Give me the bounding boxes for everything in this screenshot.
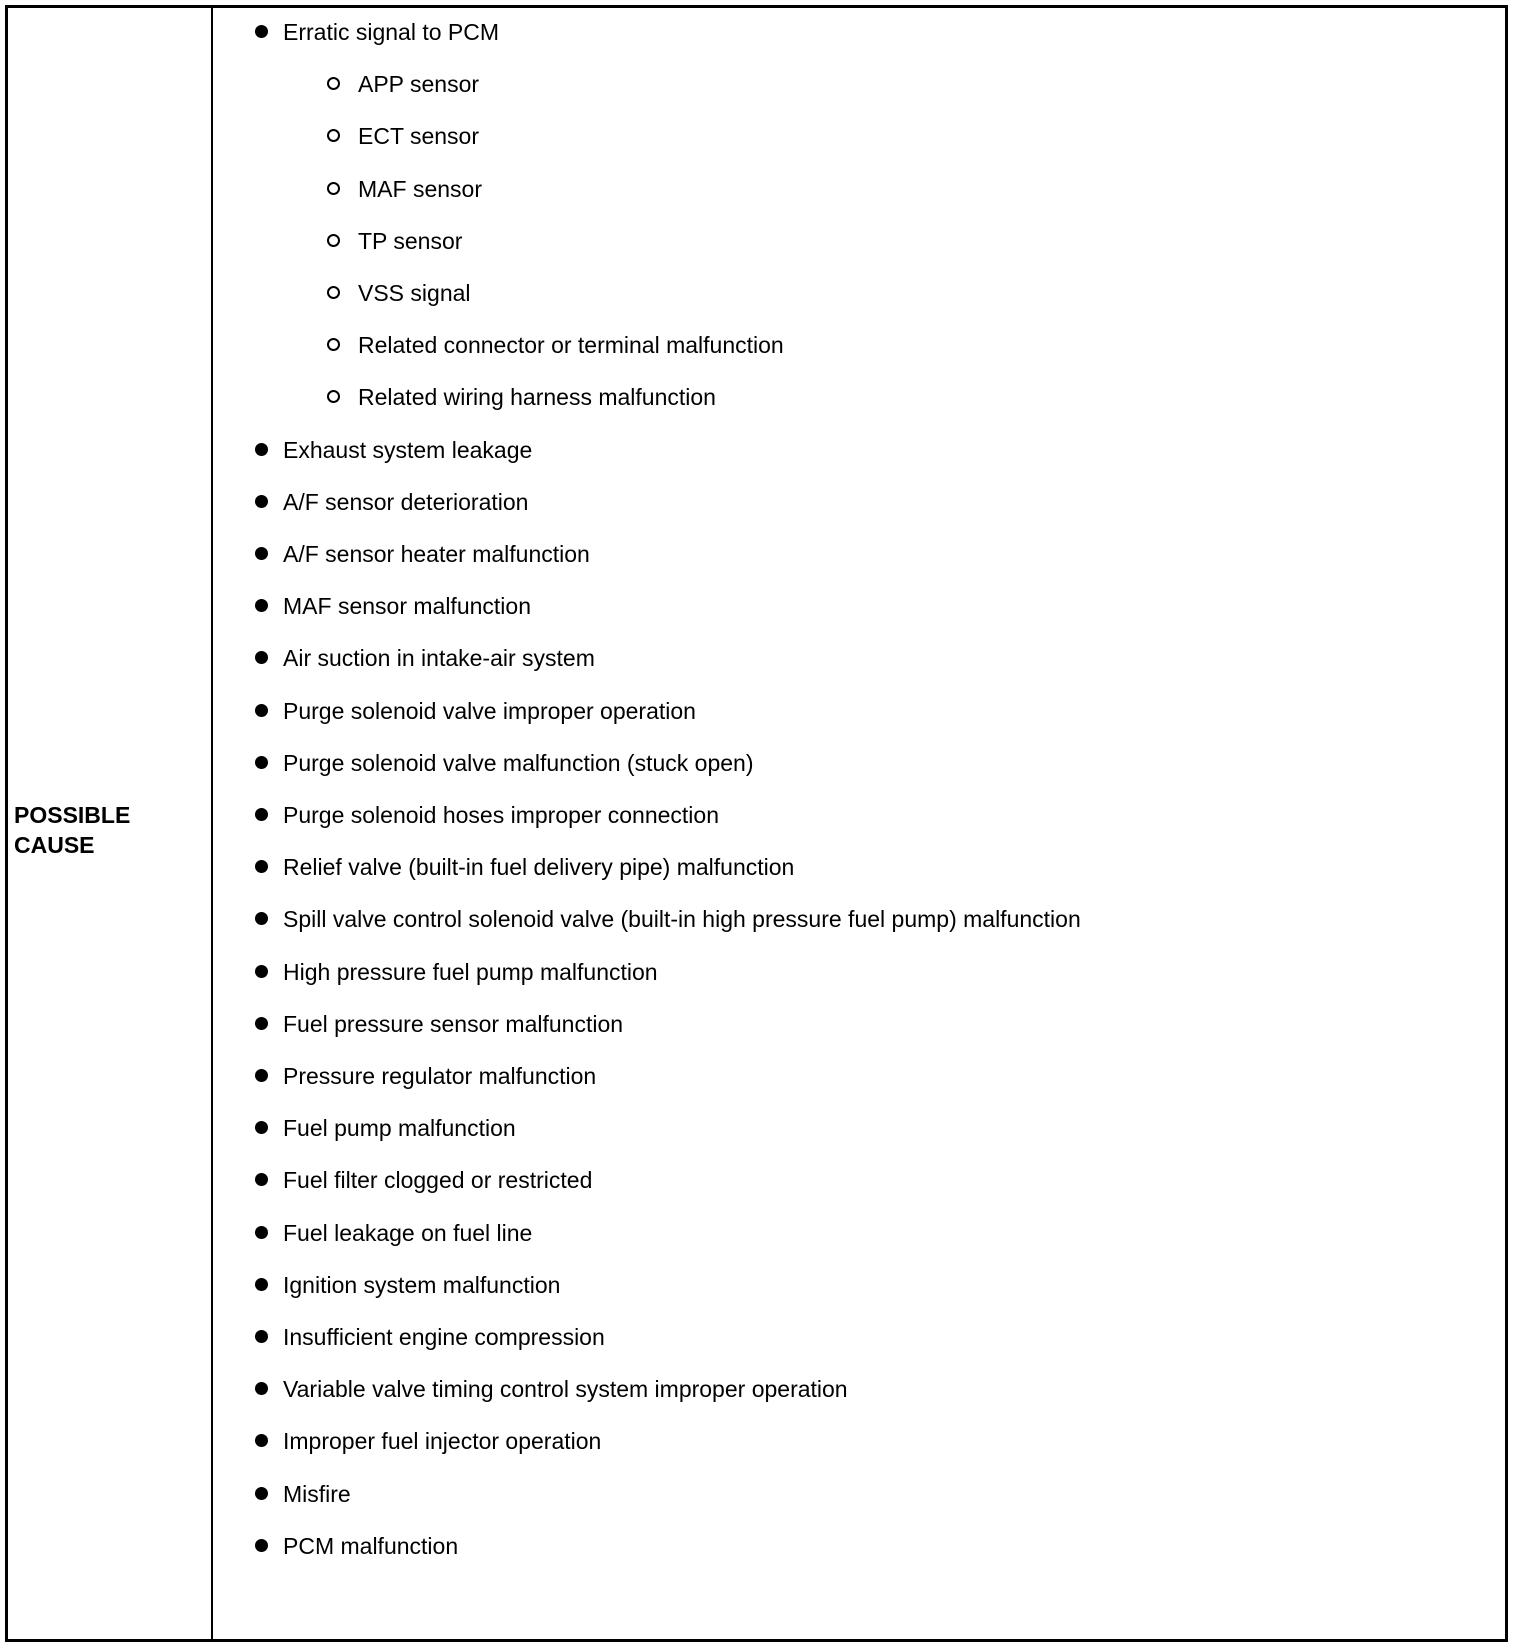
cause-item bbox=[213, 904, 1505, 934]
cause-subitem bbox=[213, 226, 1505, 256]
cause-item bbox=[213, 643, 1505, 673]
bullet-icon bbox=[255, 599, 268, 612]
cause-item bbox=[213, 591, 1505, 621]
cause-subitem bbox=[213, 278, 1505, 308]
cause-item bbox=[213, 539, 1505, 569]
cause-text: A/F sensor deterioration bbox=[283, 488, 529, 515]
cause-text: MAF sensor bbox=[358, 175, 482, 202]
bullet-icon bbox=[255, 965, 268, 978]
bullet-icon bbox=[255, 1017, 268, 1030]
bullet-icon bbox=[255, 547, 268, 560]
cause-text: Fuel pump malfunction bbox=[283, 1115, 516, 1142]
cause-text: Improper fuel injector operation bbox=[283, 1428, 602, 1455]
cause-text: TP sensor bbox=[358, 227, 463, 254]
cause-item bbox=[213, 852, 1505, 882]
bullet-icon bbox=[255, 808, 268, 821]
cause-subitem bbox=[213, 330, 1505, 360]
cause-subitem bbox=[213, 121, 1505, 151]
cause-subitem bbox=[213, 382, 1505, 412]
cause-item bbox=[213, 1113, 1505, 1143]
bullet-icon bbox=[255, 1121, 268, 1134]
bullet-icon bbox=[255, 1382, 268, 1395]
bullet-icon bbox=[255, 495, 268, 508]
row-label: POSSIBLE CAUSE bbox=[14, 802, 131, 858]
cause-item bbox=[213, 957, 1505, 987]
cause-text: Ignition system malfunction bbox=[283, 1271, 561, 1298]
cause-text: Purge solenoid valve malfunction (stuck open) bbox=[283, 749, 754, 776]
cause-item bbox=[213, 1061, 1505, 1091]
cause-item bbox=[213, 17, 1505, 47]
cause-text: Exhaust system leakage bbox=[283, 436, 533, 463]
bullet-icon bbox=[255, 1278, 268, 1291]
hollow-bullet-icon bbox=[327, 129, 340, 142]
bullet-icon bbox=[255, 1434, 268, 1447]
cause-text: Misfire bbox=[283, 1480, 351, 1507]
hollow-bullet-icon bbox=[327, 234, 340, 247]
cause-item bbox=[213, 1531, 1505, 1561]
cause-text: Related connector or terminal malfunction bbox=[358, 332, 784, 359]
possible-cause-table bbox=[5, 5, 1508, 1642]
cause-text: High pressure fuel pump malfunction bbox=[283, 958, 658, 985]
cause-subitem bbox=[213, 174, 1505, 204]
cause-text: Relief valve (built-in fuel delivery pipe) malfunction bbox=[283, 854, 795, 881]
cause-text: Purge solenoid hoses improper connection bbox=[283, 802, 719, 828]
cause-item bbox=[213, 487, 1505, 517]
cause-text: Insufficient engine compression bbox=[283, 1324, 605, 1350]
bullet-icon bbox=[255, 1069, 268, 1082]
cause-item bbox=[213, 435, 1505, 465]
cause-item bbox=[213, 1426, 1505, 1456]
cause-text: Erratic signal to PCM bbox=[283, 19, 500, 45]
bullet-icon bbox=[255, 1330, 268, 1343]
bullet-icon bbox=[255, 1173, 268, 1186]
hollow-bullet-icon bbox=[327, 286, 340, 299]
bullet-icon bbox=[255, 443, 268, 456]
bullet-icon bbox=[255, 651, 268, 664]
cause-item bbox=[213, 1479, 1505, 1509]
label-cell bbox=[8, 8, 213, 1639]
bullet-icon bbox=[255, 1226, 268, 1239]
cause-item bbox=[213, 1009, 1505, 1039]
bullet-icon bbox=[255, 912, 268, 925]
cause-text: VSS signal bbox=[358, 280, 471, 306]
bullet-icon bbox=[255, 756, 268, 769]
hollow-bullet-icon bbox=[327, 390, 340, 403]
bullet-icon bbox=[255, 1539, 268, 1552]
hollow-bullet-icon bbox=[327, 77, 340, 90]
cause-text: Related wiring harness malfunction bbox=[358, 384, 716, 411]
cause-text: Fuel filter clogged or restricted bbox=[283, 1167, 593, 1194]
cause-text: Variable valve timing control system improper operation bbox=[283, 1376, 848, 1403]
cause-text: ECT sensor bbox=[358, 123, 480, 150]
bullet-icon bbox=[255, 25, 268, 38]
bullet-icon bbox=[255, 1487, 268, 1500]
cause-text: PCM malfunction bbox=[283, 1532, 459, 1559]
cause-subitem bbox=[213, 69, 1505, 99]
cause-text: Purge solenoid valve improper operation bbox=[283, 697, 696, 724]
cause-text: Spill valve control solenoid valve (built-in high pressure fuel pump) malfunction bbox=[283, 906, 1081, 933]
cause-text: Pressure regulator malfunction bbox=[283, 1063, 597, 1089]
cause-item bbox=[213, 1165, 1505, 1195]
cause-text: Air suction in intake-air system bbox=[283, 645, 595, 672]
cause-item bbox=[213, 1218, 1505, 1248]
hollow-bullet-icon bbox=[327, 182, 340, 195]
cause-list bbox=[213, 8, 1505, 1639]
cause-text: MAF sensor malfunction bbox=[283, 593, 531, 620]
bullet-icon bbox=[255, 860, 268, 873]
cause-item bbox=[213, 1322, 1505, 1352]
cause-item bbox=[213, 696, 1505, 726]
cause-item bbox=[213, 800, 1505, 830]
cause-text: A/F sensor heater malfunction bbox=[283, 541, 590, 567]
cause-item bbox=[213, 748, 1505, 778]
cause-item bbox=[213, 1374, 1505, 1404]
cause-text: Fuel leakage on fuel line bbox=[283, 1219, 533, 1246]
hollow-bullet-icon bbox=[327, 338, 340, 351]
cause-text: Fuel pressure sensor malfunction bbox=[283, 1010, 624, 1037]
cause-item bbox=[213, 1270, 1505, 1300]
cause-text: APP sensor bbox=[358, 71, 480, 98]
bullet-icon bbox=[255, 704, 268, 717]
